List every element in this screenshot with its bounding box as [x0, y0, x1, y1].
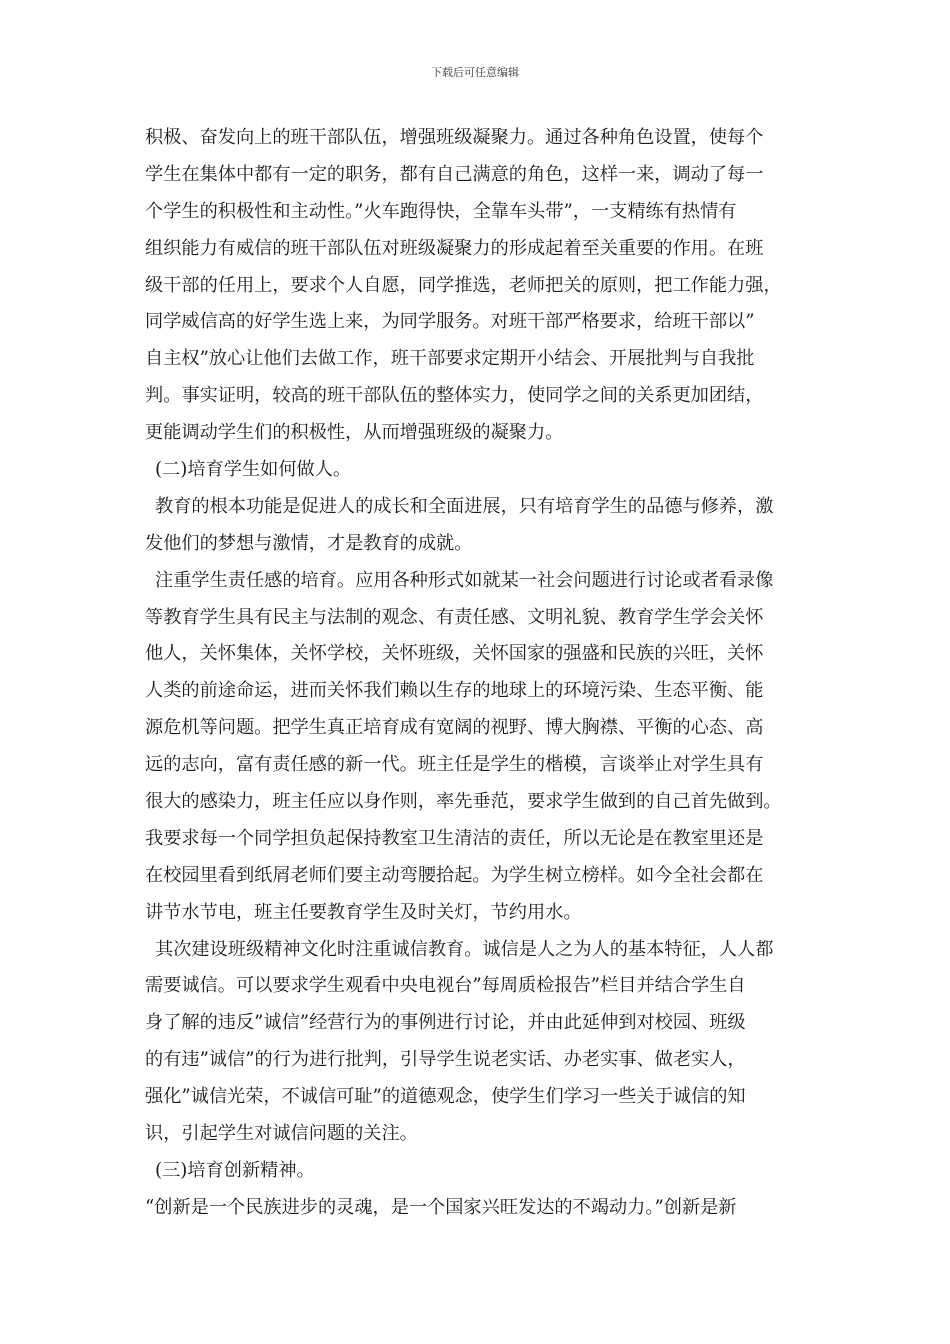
text-line: 教育的根本功能是促进人的成长和全面进展，只有培育学生的品德与修养，激: [155, 495, 774, 517]
text-line: 讲节水节电，班主任要教育学生及时关灯，节约用水。: [145, 901, 582, 923]
text-line: 更能调动学生们的积极性，从而增强班级的凝聚力。: [145, 422, 564, 444]
text-line: 注重学生责任感的培育。应用各种形式如就某一社会问题进行讨论或者看录像: [155, 569, 774, 591]
text-line: 组织能力有威信的班干部队伍对班级凝聚力的形成起着至关重要的作用。在班: [145, 237, 764, 259]
text-line: 积极、奋发向上的班干部队伍，增强班级凝聚力。通过各种角色设置，使每个: [145, 127, 764, 148]
text-line: 的有违”诚信”的行为进行批判，引导学生说老实话、办老实事、做老实人，: [145, 1049, 746, 1071]
text-line: (二)培育学生如何做人。: [155, 459, 352, 481]
text-line: 自主权”放心让他们去做工作，班干部要求定期开小结会、开展批判与自我批: [145, 348, 755, 370]
text-line: 身了解的违反”诚信”经营行为的事例进行讨论，并由此延伸到对校园、班级: [145, 1012, 746, 1034]
text-line: 他人，关怀集体，关怀学校，关怀班级，关怀国家的强盛和民族的兴旺，关怀: [145, 643, 764, 665]
text-line: 等教育学生具有民主与法制的观念、有责任感、文明礼貌、教育学生学会关怀: [145, 606, 764, 628]
document-body: [145, 120, 810, 1227]
text-line: 需要诚信。可以要求学生观看中央电视台”每周质检报告”栏目并结合学生自: [145, 975, 746, 997]
text-line: 级干部的任用上，要求个人自愿，同学推选，老师把关的原则，把工作能力强，: [145, 274, 782, 296]
text-line: 很大的感染力，班主任应以身作则，率先垂范，要求学生做到的自己首先做到。: [145, 791, 782, 813]
text-line: 识，引起学生对诚信问题的关注。: [145, 1123, 418, 1145]
text-line: (三)培育创新精神。: [155, 1159, 315, 1181]
text-line: 其次建设班级精神文化时注重诚信教育。诚信是人之为人的基本特征，人人都: [155, 938, 774, 960]
text-line: 学生在集体中都有一定的职务，都有自己满意的角色，这样一来，调动了每一: [145, 163, 764, 185]
text-line: 强化”诚信光荣，不诚信可耻”的道德观念，使学生们学习一些关于诚信的知: [145, 1086, 746, 1108]
text-line: 远的志向，富有责任感的新一代。班主任是学生的楷模，言谈举止对学生具有: [145, 754, 764, 776]
text-line: “创新是一个民族进步的灵魂，是一个国家兴旺发达的不竭动力。”创新是新: [145, 1196, 737, 1218]
text-line: 我要求每一个同学担负起保持教室卫生清洁的责任，所以无论是在教室里还是: [145, 827, 764, 849]
text-line: 判。事实证明，较高的班干部队伍的整体实力，使同学之间的关系更加团结，: [145, 385, 764, 407]
page-header-note: 下载后可任意编辑: [431, 66, 519, 79]
text-line: 在校园里看到纸屑老师们要主动弯腰拾起。为学生树立榜样。如今全社会都在: [145, 864, 764, 886]
text-line: 发他们的梦想与激情，才是教育的成就。: [145, 532, 473, 554]
text-line: 个学生的积极性和主动性。”火车跑得快，全靠车头带”，一支精练有热情有: [145, 200, 737, 222]
text-line: 人类的前途命运，进而关怀我们赖以生存的地球上的环境污染、生态平衡、能: [145, 680, 764, 702]
text-line: 同学威信高的好学生选上来，为同学服务。对班干部严格要求，给班干部以”: [145, 311, 755, 333]
text-line: 源危机等问题。把学生真正培育成有宽阔的视野、博大胸襟、平衡的心态、高: [145, 717, 764, 739]
